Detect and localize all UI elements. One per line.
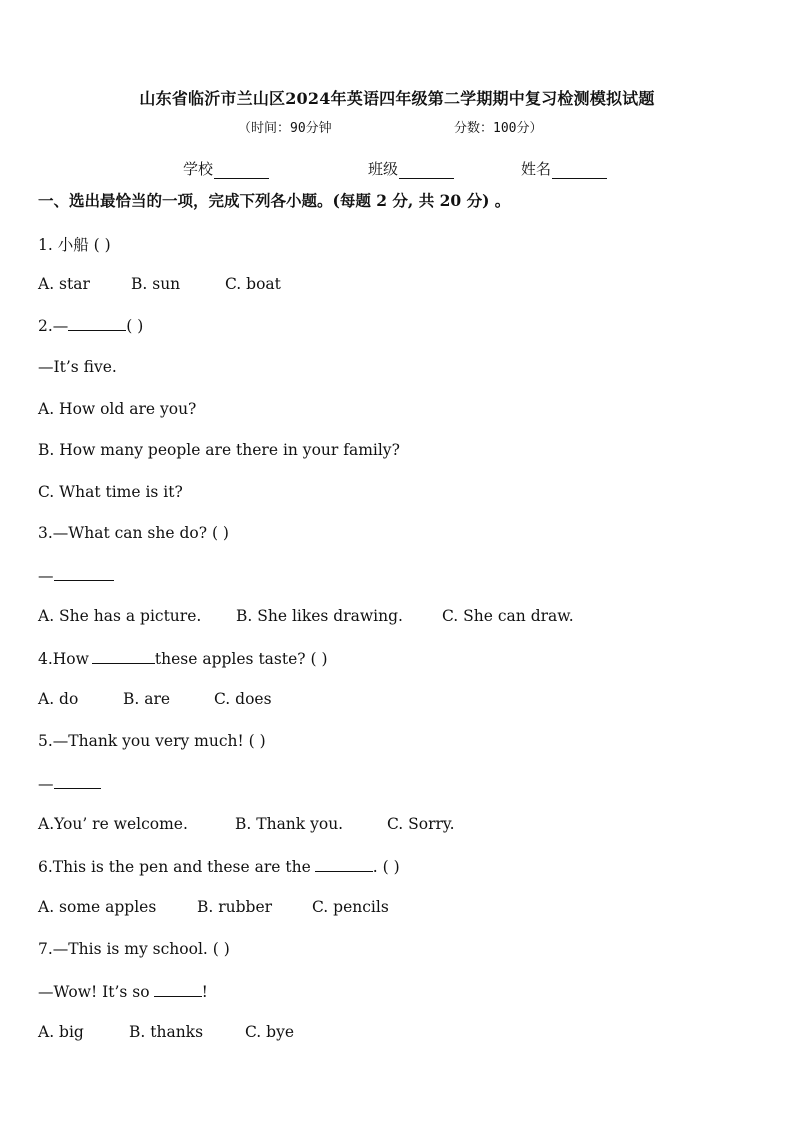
q6-option-b: B. rubber (197, 898, 273, 916)
q1-option-a: A. star (38, 275, 90, 293)
q6-option-c: C. pencils (312, 898, 389, 916)
class-field (368, 158, 454, 179)
q5-options (38, 815, 455, 833)
q4-option-b: B. are (123, 690, 171, 708)
q7-option-a: A. big (38, 1023, 84, 1041)
q1-option-b: B. sun (131, 275, 181, 293)
q7-stem: 7.—This is my school. ( ) (38, 940, 230, 958)
name-field (521, 158, 607, 179)
name-blank (552, 164, 607, 179)
q4-option-a: A. do (38, 690, 79, 708)
q3-options (38, 607, 574, 625)
q7-reply-prefix: —Wow! It’s so (38, 983, 150, 1001)
q2-option-a: A. How old are you? (38, 400, 197, 418)
q7-options (38, 1023, 294, 1041)
q1-stem: 1. 小船 ( ) (38, 236, 111, 254)
q5-stem: 5.—Thank you very much! ( ) (38, 732, 266, 750)
q6-options (38, 898, 389, 916)
q3-dash: — (38, 567, 54, 585)
q2-answer: —It’s five. (38, 358, 117, 376)
q5-option-c: C. Sorry. (387, 815, 455, 833)
exam-score: 分数：100分） (454, 121, 543, 136)
q6-blank (315, 857, 373, 872)
q3-option-a: A. She has a picture. (38, 607, 202, 625)
q3-reply (38, 566, 114, 585)
q3-option-c: C. She can draw. (442, 607, 574, 625)
class-blank (399, 164, 454, 179)
q6-stem-prefix: 6.This is the pen and these are the (38, 858, 311, 876)
q4-options (38, 690, 272, 708)
name-label: 姓名 (521, 160, 552, 178)
class-label: 班级 (368, 160, 399, 178)
q2-option-b: B. How many people are there in your family? (38, 441, 400, 459)
q3-stem: 3.—What can she do? ( ) (38, 524, 229, 542)
q5-dash: — (38, 775, 54, 793)
q6-stem-suffix: . ( ) (372, 858, 400, 876)
q5-reply (38, 774, 101, 793)
q4-option-c: C. does (214, 690, 272, 708)
q5-option-a: A.You’ re welcome. (38, 815, 188, 833)
school-blank (214, 164, 269, 179)
q1-option-c: C. boat (225, 275, 281, 293)
q4-stem (38, 649, 328, 668)
q6-option-a: A. some apples (38, 898, 157, 916)
school-label: 学校 (183, 160, 214, 178)
q7-blank (154, 982, 202, 997)
q4-stem-prefix: 4.How (38, 650, 89, 668)
q7-reply (38, 982, 208, 1001)
q7-option-c: C. bye (245, 1023, 295, 1041)
q4-stem-suffix: these apples taste? ( ) (154, 650, 328, 668)
q2-stem-suffix: ( ) (126, 317, 144, 335)
q4-blank (92, 649, 155, 664)
q1-options (38, 275, 281, 293)
school-field (183, 158, 269, 179)
q2-blank (68, 316, 126, 331)
q5-blank (54, 774, 101, 789)
q2-option-c: C. What time is it? (38, 483, 183, 501)
q2-stem (38, 316, 143, 335)
q2-stem-prefix: 2.— (38, 317, 69, 335)
q6-stem (38, 857, 400, 876)
q7-reply-suffix: ! (201, 983, 208, 1001)
section-heading: 一、选出最恰当的一项，完成下列各小题。(每题 2 分, 共 20 分) 。 (38, 191, 511, 210)
q3-option-b: B. She likes drawing. (236, 607, 403, 625)
q5-option-b: B. Thank you. (235, 815, 344, 833)
page-title: 山东省临沂市兰山区2024年英语四年级第二学期期中复习检测模拟试题 (139, 89, 655, 108)
exam-time: （时间：90分钟 (238, 121, 332, 136)
q3-blank (54, 566, 114, 581)
q7-option-b: B. thanks (129, 1023, 204, 1041)
